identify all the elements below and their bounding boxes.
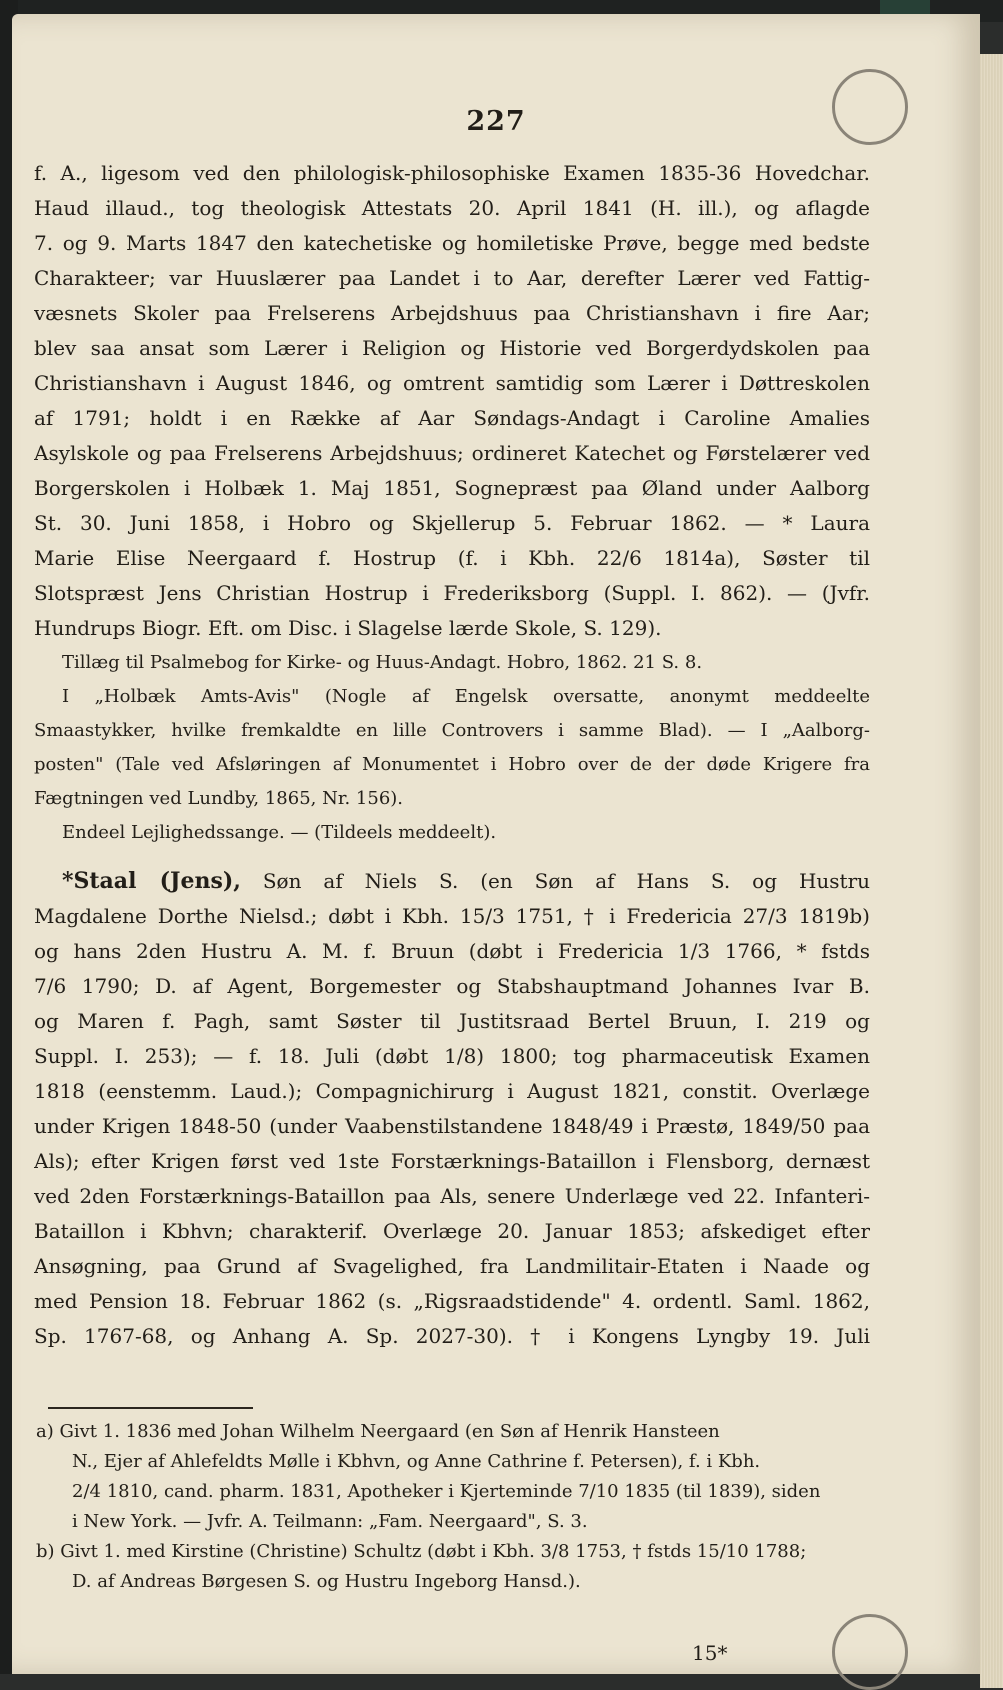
text-line: Marie Elise Neergaard f. Hostrup (f. i Kbh. 22/6 1814a), Søster til (34, 546, 870, 570)
page-edge (980, 54, 1003, 1688)
entry-line: Suppl. I. 253); — f. 18. Juli (døbt 1/8) 1800; tog pharmaceutisk Examen (34, 1044, 870, 1068)
entry-line: 7/6 1790; D. af Agent, Borgemester og Stabshauptmand Johannes Ivar B. (34, 974, 870, 998)
works-line: I „Holbæk Amts-Avis" (Nogle af Engelsk oversatte, anonymt meddeelte (62, 686, 870, 707)
works-line: Smaastykker, hvilke fremkaldte en lille Controvers i samme Blad). — I „Aalborg- (34, 720, 870, 741)
footnotes (36, 1417, 872, 1597)
text-line: Slotspræst Jens Christian Hostrup i Frederiksborg (Suppl. I. 862). — (Jvfr. (34, 581, 870, 605)
entry-gap (34, 850, 870, 864)
footnote-text: Givt 1. 1836 med Johan Wilhelm Neergaard (en Søn af Henrik Hansteen (59, 1421, 720, 1442)
entry-line: ved 2den Forstærknings-Bataillon paa Als, senere Underlæge ved 22. Infanteri- (34, 1184, 870, 1208)
entry-line: Sp. 1767-68, og Anhang A. Sp. 2027-30). † i Kongens Lyngby 19. Juli (34, 1324, 870, 1348)
footnote-line: i New York. — Jvfr. A. Teilmann: „Fam. Neergaard", S. 3. (72, 1511, 588, 1532)
entry-line: Ansøgning, paa Grund af Svagelighed, fra Landmilitair-Etaten i Naade og (34, 1254, 870, 1278)
text-line: Borgerskolen i Holbæk 1. Maj 1851, Sognepræst paa Øland under Aalborg (34, 476, 870, 500)
text-line: Christianshavn i August 1846, og omtrent samtidig som Lærer i Døttreskolen (34, 371, 870, 395)
footnote-text: Givt 1. med Kirstine (Christine) Schultz (døbt i Kbh. 3/8 1753, † fstds 15/10 1788; (60, 1541, 807, 1562)
text-line: væsnets Skoler paa Frelserens Arbejdshuus paa Christianshavn i fire Aar; (34, 301, 870, 325)
text-line: f. A., ligesom ved den philologisk-philosophiske Examen 1835-36 Hovedchar. (34, 161, 870, 185)
entry-heading: *Staal (Jens), (62, 868, 241, 894)
footnote-b-first (36, 1537, 872, 1567)
text-line: af 1791; holdt i en Række af Aar Søndags-Andagt i Caroline Amalies (34, 406, 870, 430)
works-line: Fægtningen ved Lundby, 1865, Nr. 156). (34, 788, 404, 809)
entry-line: Als); efter Krigen først ved 1ste Forstærknings-Bataillon i Flensborg, dernæst (34, 1149, 870, 1173)
works-line: Endeel Lejlighedssange. — (Tildeels meddeelt). (62, 822, 497, 843)
entry-first-line (34, 864, 870, 899)
signature-mark: 15* (692, 1641, 728, 1665)
book-page (12, 14, 980, 1674)
works-line: posten" (Tale ved Afsløringen af Monumentet i Hobro over de der døde Krigere fra (34, 754, 870, 775)
text-line: Haud illaud., tog theologisk Attestats 20. April 1841 (H. ill.), og aflagde (34, 196, 870, 220)
entry-line: og hans 2den Hustru A. M. f. Bruun (døbt i Fredericia 1/3 1766, * fstds (34, 939, 870, 963)
text-line: Hundrups Biogr. Eft. om Disc. i Slagelse lærde Skole, S. 129). (34, 616, 662, 640)
body-text (34, 156, 870, 1354)
footnote-a-first (36, 1417, 872, 1447)
footnote-rule (48, 1407, 253, 1409)
footnote-label: b) (36, 1541, 55, 1562)
page-number: 227 (466, 106, 526, 137)
entry-line: og Maren f. Pagh, samt Søster til Justitsraad Bertel Bruun, I. 219 og (34, 1009, 870, 1033)
text-line: blev saa ansat som Lærer i Religion og Historie ved Borgerdydskolen paa (34, 336, 870, 360)
text-line: St. 30. Juni 1858, i Hobro og Skjellerup 5. Februar 1862. — * Laura (34, 511, 870, 535)
footnote-label: a) (36, 1421, 54, 1442)
entry-line: 1818 (eenstemm. Laud.); Compagnichirurg i August 1821, constit. Overlæge (34, 1079, 870, 1103)
text-line: Charakteer; var Huuslærer paa Landet i to Aar, derefter Lærer ved Fattig- (34, 266, 870, 290)
entry-line: Magdalene Dorthe Nielsd.; døbt i Kbh. 15/3 1751, † i Fredericia 27/3 1819b) (34, 904, 870, 928)
text-line: Asylskole og paa Frelserens Arbejdshuus; ordineret Katechet og Førstelærer ved (34, 441, 870, 465)
footnote-line: N., Ejer af Ahlefeldts Mølle i Kbhvn, og Anne Cathrine f. Petersen), f. i Kbh. (72, 1451, 761, 1472)
works-line: Tillæg til Psalmebog for Kirke- og Huus-Andagt. Hobro, 1862. 21 S. 8. (62, 652, 703, 673)
footnote-line: D. af Andreas Børgesen S. og Hustru Ingeborg Hansd.). (72, 1571, 581, 1592)
entry-first-text: Søn af Niels S. (en Søn af Hans S. og Hustru (262, 869, 870, 893)
binding-ring-bottom (832, 1614, 908, 1690)
text-line: 7. og 9. Marts 1847 den katechetiske og homiletiske Prøve, begge med bedste (34, 231, 870, 255)
footnote-line: 2/4 1810, cand. pharm. 1831, Apotheker i Kjerteminde 7/10 1835 (til 1839), siden (72, 1481, 821, 1502)
entry-line: under Krigen 1848-50 (under Vaabenstilstandene 1848/49 i Præstø, 1849/50 paa (34, 1114, 870, 1138)
entry-line: med Pension 18. Februar 1862 (s. „Rigsraadstidende" 4. ordentl. Saml. 1862, (34, 1289, 870, 1313)
entry-line: Bataillon i Kbhvn; charakterif. Overlæge 20. Januar 1853; afskediget efter (34, 1219, 870, 1243)
